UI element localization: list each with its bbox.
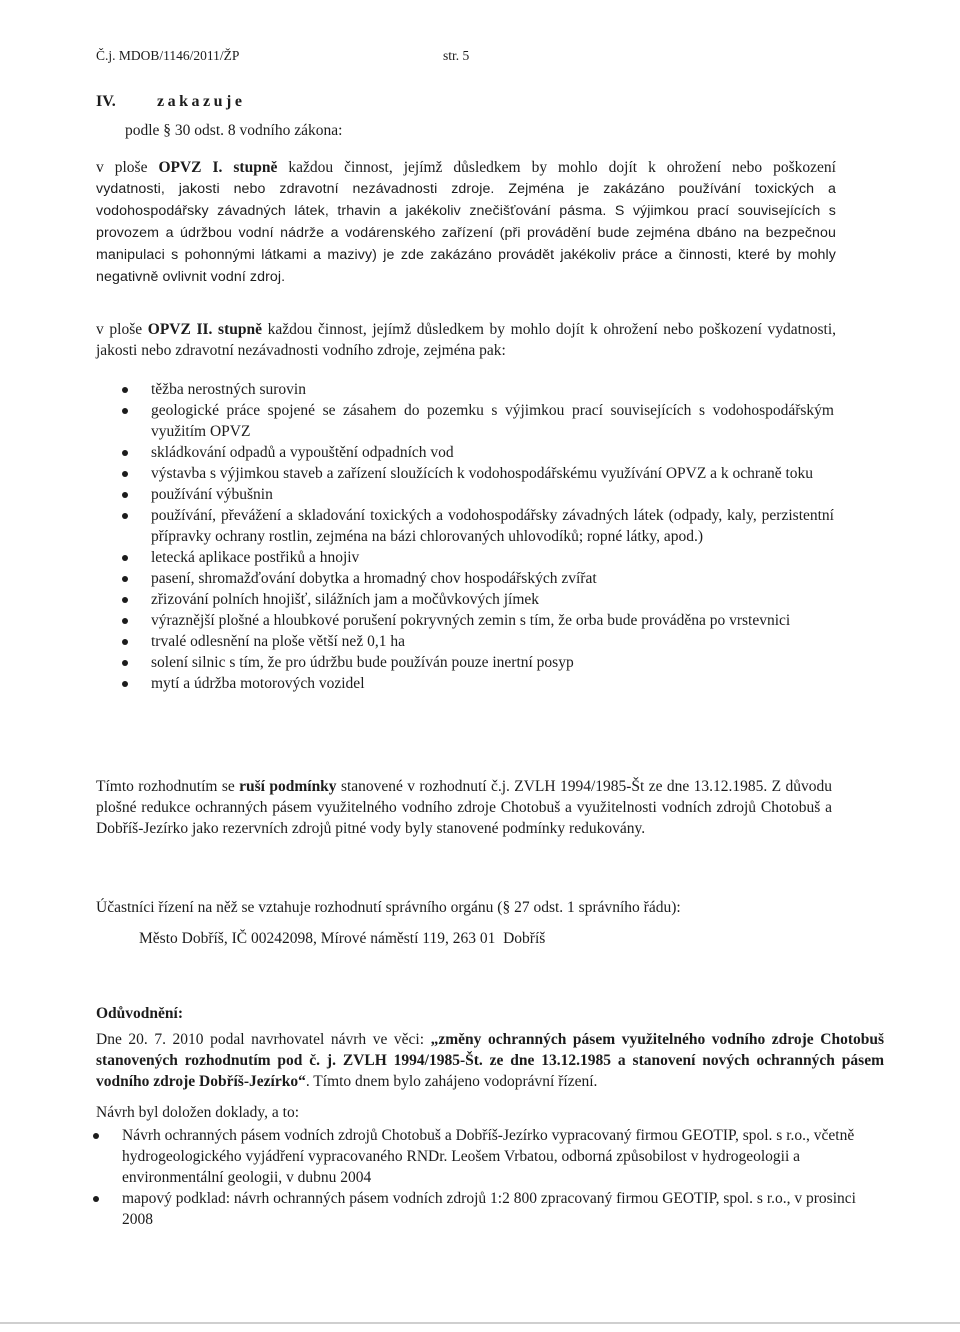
section-number: IV. bbox=[96, 93, 116, 110]
list-item: mytí a údržba motorových vozidel bbox=[122, 673, 834, 694]
documents-list bbox=[93, 1125, 863, 1230]
justification-prefix: Dne 20. 7. 2010 podal navrhovatel návrh ve věci: bbox=[96, 1031, 431, 1048]
opvz2-text: každou činnost, jejímž důsledkem by mohlo dojít k ohrožení nebo poškození vydatnosti, jakosti nebo zdravotní nezávadnosti vodního zdroje, zejména pak: bbox=[96, 321, 836, 359]
list-item: letecká aplikace postřiků a hnojiv bbox=[122, 547, 834, 568]
list-item: skládkování odpadů a vypouštění odpadních vod bbox=[122, 442, 834, 463]
opvz1-body: vydatnosti, jakosti nebo zdravotní nezávadnosti zdroje. Zejména je zakázáno používání toxických a vodohospodářsky závadných látek, trhavin a jakékoliv znečišťování pásma. S výjimkou prací souvisejících s provozem a údržbou vodní nádrže a vodárenského zařízení (při provádění bude zejména dbáno na bezpečnou manipulaci s pohonnými látkami a mazivy) je zde zakázáno provádět jakékoliv práce a činnosti, které by mohly negativně ovlivnit vodní zdroj. bbox=[96, 181, 836, 285]
list-item: těžba nerostných surovin bbox=[122, 379, 834, 400]
list-item: výraznější plošné a hloubkové porušení pokryvných zemin s tím, že orba bude prováděna po vrstevnici bbox=[122, 610, 834, 631]
opvz1-paragraph bbox=[96, 157, 836, 288]
participants-intro: Účastníci řízení na něž se vztahuje rozhodnutí správního orgánu (§ 27 odst. 1 správního řádu): bbox=[96, 899, 681, 916]
proposal-title: „změny ochranných pásem využitelného vodního zdroje Chotobuš stanovených rozhodnutím pod č. j. ZVLH 1994/1985-Št. ze dne 13.12.1985 a stanovení nových ochranných pásem vodního zdroje Dobříš-Jezírko“ bbox=[96, 1031, 884, 1090]
section-title: zakazuje bbox=[157, 93, 246, 110]
page-number: str. 5 bbox=[443, 48, 470, 63]
justification-text: . Tímto dnem bylo zahájeno vodoprávní řízení. bbox=[305, 1073, 598, 1090]
opvz1-first-line bbox=[96, 157, 836, 178]
justification-paragraph bbox=[96, 1029, 884, 1092]
section-subtitle: podle § 30 odst. 8 vodního zákona: bbox=[125, 122, 343, 139]
documents-intro: Návrh byl doložen doklady, a to: bbox=[96, 1104, 300, 1121]
justification-heading: Odůvodnění: bbox=[96, 1005, 184, 1022]
document-reference: Č.j. MDOB/1146/2011/ŽP bbox=[96, 48, 240, 63]
document-item: mapový podklad: návrh ochranných pásem vodních zdrojů 1:2 800 zpracovaný firmou GEOTIP, spol. s r.o., v prosinci 2008 bbox=[93, 1188, 863, 1230]
scan-edge-line bbox=[0, 1322, 960, 1324]
opvz2-label: OPVZ II. stupně bbox=[147, 321, 262, 338]
list-item: pasení, shromažďování dobytka a hromadný chov hospodářských zvířat bbox=[122, 568, 834, 589]
opvz2-paragraph bbox=[96, 319, 836, 361]
prohibited-list bbox=[122, 379, 834, 694]
list-item: používání, převážení a skladování toxických a vodohospodářsky závadných látek (odpady, kaly, perzistentní přípravky ochrany rostlin, zejména na bázi chlorovaných uhlovodíků; ropné látky, apod.) bbox=[122, 505, 834, 547]
list-item: trvalé odlesnění na ploše větší než 0,1 ha bbox=[122, 631, 834, 652]
participant-entry: Město Dobříš, IČ 00242098, Mírové náměstí 119, 263 01 Dobříš bbox=[139, 930, 546, 947]
document-item: Návrh ochranných pásem vodních zdrojů Chotobuš a Dobříš-Jezírko vypracovaný firmou GEOTIP, spol. s r.o., včetně hydrogeologického vyjádření vypracovaného RNDr. Leošem Vrbatou, odborná způsobilost v hydrogeologii a environmentální geologii, v dubnu 2004 bbox=[93, 1125, 863, 1188]
opvz1-label: OPVZ I. stupně bbox=[158, 159, 278, 176]
cancel-paragraph bbox=[96, 776, 832, 839]
list-item: geologické práce spojené se zásahem do pozemku s výjimkou prací souvisejících s vodohospodářským využitím OPVZ bbox=[122, 400, 834, 442]
cancel-text: stanovené v rozhodnutí č.j. ZVLH 1994/1985-Št ze dne 13.12.1985. Z důvodu plošné redukce ochranných pásem využitelného vodního zdroje Chotobuš a využitelnosti vodních zdrojů Chotobuš a Dobříš-Jezírko jako rezervních zdrojů pitné vody byly stanovené podmínky redukovány. bbox=[96, 778, 832, 837]
cancel-bold: ruší podmínky bbox=[239, 778, 337, 795]
list-item: solení silnic s tím, že pro údržbu bude používán pouze inertní posyp bbox=[122, 652, 834, 673]
opvz2-prefix: v ploše bbox=[96, 321, 148, 338]
list-item: používání výbušnin bbox=[122, 484, 834, 505]
opvz1-prefix: v ploše bbox=[96, 159, 159, 176]
list-item: zřizování polních hnojišť, silážních jam a močůvkových jímek bbox=[122, 589, 834, 610]
opvz1-first-line-text: každou činnost, jejímž důsledkem by mohlo dojít k ohrožení nebo poškození bbox=[277, 159, 836, 176]
list-item: výstavba s výjimkou staveb a zařízení sloužících k vodohospodářskému využívání OPVZ a k ochraně toku bbox=[122, 463, 834, 484]
cancel-prefix: Tímto rozhodnutím se bbox=[96, 778, 240, 795]
